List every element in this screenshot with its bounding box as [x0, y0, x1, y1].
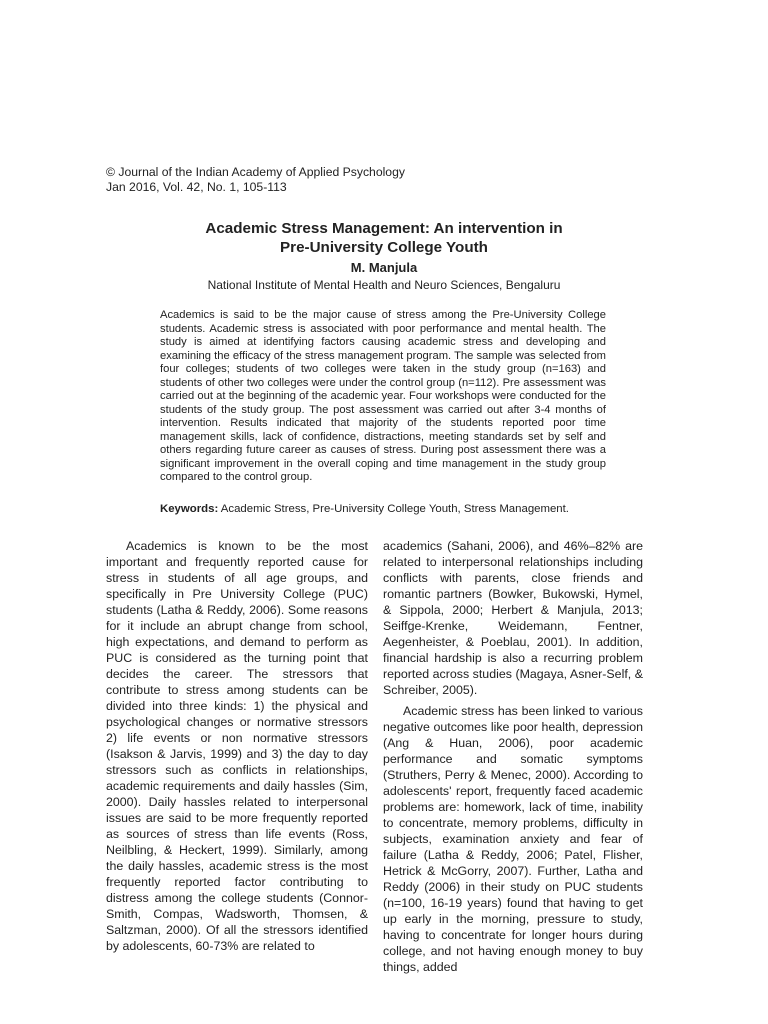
journal-name: © Journal of the Indian Academy of Applied Psychology	[106, 165, 405, 179]
author-name: M. Manjula	[350, 260, 418, 275]
journal-issue: Jan 2016, Vol. 42, No. 1, 105-113	[106, 180, 287, 194]
article-title	[0, 219, 768, 257]
abstract: Academics is said to be the major cause of stress among the Pre-University College students. Academic stress is associated with poor performance and mental health. The study is aimed at identifying factors causing academic stress and developing and examining the efficacy of the stress management program. The sample was selected from four colleges; students of two colleges were taken in the study group (n=163) and students of other two colleges were under the control group (n=112). Pre assessment was carried out at the beginning of the academic year. Four workshops were conducted for the students of the study group. The post assessment was carried out after 3-4 months of intervention. Results indicated that majority of the students reported poor time management skills, lack of confidence, distractions, meeting standards set by self and others regarding future career as causes of stress. During post assessment there was a significant improvement in the overall coping and time management in the study group compared to the control group.	[160, 309, 606, 483]
author-affiliation: National Institute of Mental Health and Neuro Sciences, Bengaluru	[207, 278, 561, 292]
keywords-label: Keywords:	[160, 503, 219, 515]
body-right-column	[383, 538, 643, 975]
body-paragraph: Academic stress has been linked to various negative outcomes like poor health, depression (Ang & Huan, 2006), poor academic performance and somatic symptoms (Struthers, Perry & Menec, 2000). According to adolescents' report, frequently faced academic problems are: homework, lack of time, inability to concentrate, memory problems, difficulty in subjects, examination anxiety and fear of failure (Latha & Reddy, 2006; Patel, Flisher, Hetrick & McGorry, 2007). Further, Latha and Reddy (2006) in their study on PUC students (n=100, 16-19 years) found that having to get up early in the morning, pressure to study, having to concentrate for longer hours during college, and not having enough money to buy things, added	[383, 704, 643, 974]
body-paragraph: academics (Sahani, 2006), and 46%–82% are related to interpersonal relationships including conflicts with parents, close friends and romantic partners (Bowker, Bukowski, Hymel, & Sippola, 2000; Herbert & Manjula, 2013; Seiffge-Krenke, Weidemann, Fentner, Aegenheister, & Poeblau, 2001). In addition, financial hardship is also a recurring problem reported across studies (Magaya, Asner-Self, & Schreiber, 2005).	[383, 539, 643, 697]
article-title-line-1: Academic Stress Management: An intervention in	[205, 220, 563, 237]
journal-header	[106, 165, 405, 195]
body-paragraph: Academics is known to be the most important and frequently reported cause for stress in students of all age groups, and specifically in Pre University College (PUC) students (Latha & Reddy, 2006). Some reasons for it include an abrupt change from school, high expectations, and demand to perform as PUC is considered as the turning point that decides the career. The stressors that contribute to stress among students can be divided into three kinds: 1) the physical and psychological changes or normative stressors 2) life events or non normative stressors (Isakson & Jarvis, 1999) and 3) the day to day stressors such as conflicts in relationships, academic requirements and daily hassles (Sim, 2000). Daily hassles related to interpersonal issues are said to be more frequently reported as sources of stress than life events (Ross, Neilbling, & Heckert, 1999). Similarly, among the daily hassles, academic stress is the most frequently reported factor contributing to distress among the college students (Connor-Smith, Compas, Wadsworth, Thomsen, & Saltzman, 2000). Of all the stressors identified by adolescents, 60-73% are related to	[106, 539, 368, 953]
body-left-column	[106, 538, 368, 954]
keywords	[160, 502, 606, 516]
article-title-line-2: Pre-University College Youth	[280, 239, 488, 256]
title-block	[0, 219, 768, 293]
keywords-text: Academic Stress, Pre-University College Youth, Stress Management.	[218, 503, 569, 515]
